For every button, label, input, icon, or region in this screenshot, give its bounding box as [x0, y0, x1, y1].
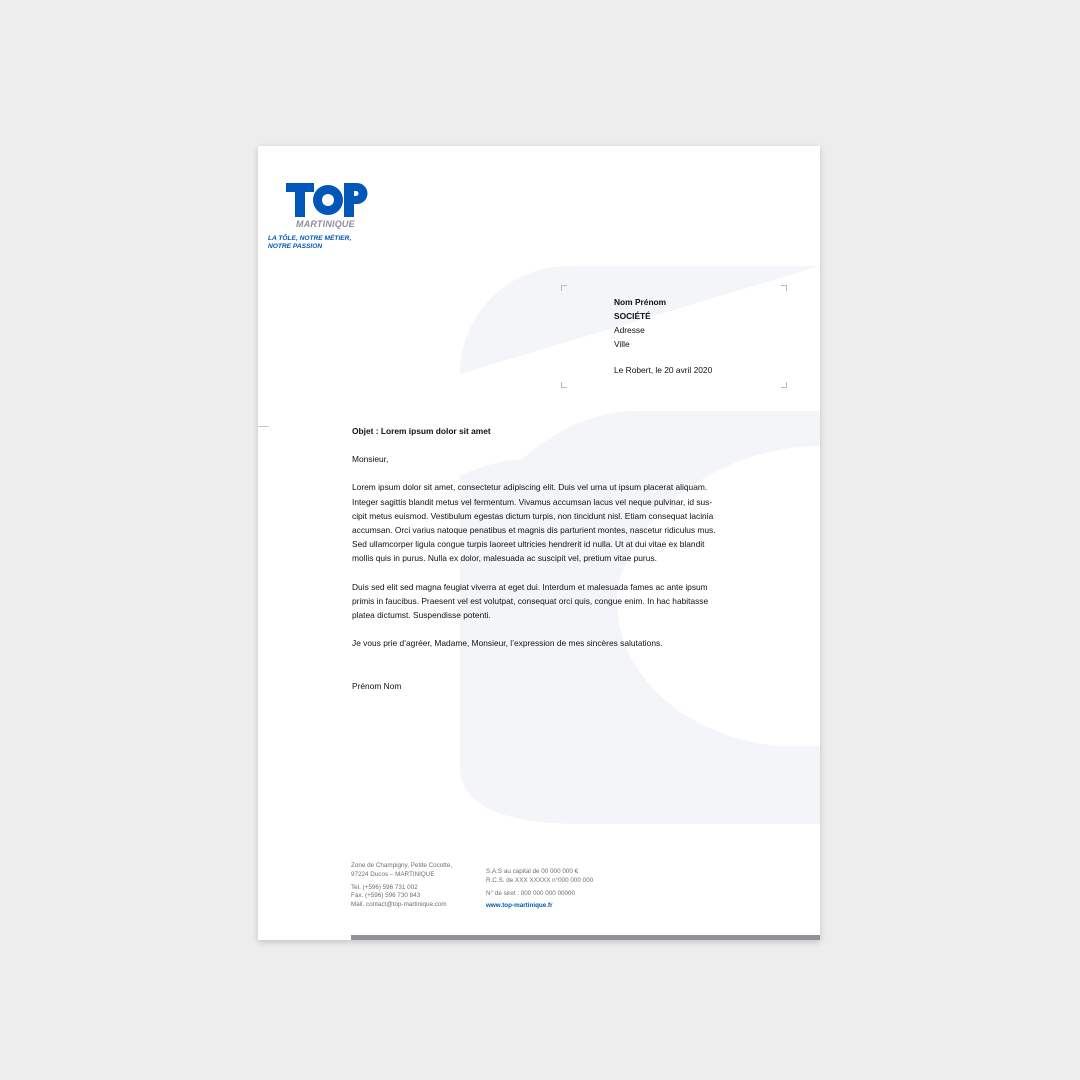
paragraph-1 [352, 480, 732, 565]
recipient-city: Ville [614, 339, 630, 349]
tagline-line: NOTRE PASSION [268, 242, 323, 250]
paragraph-line: primis in faucibus. Praesent vel est volutpat, consequat orci quis, congue enim. In hac habitasse [352, 595, 709, 606]
footer-bar [351, 935, 820, 940]
letter-closing: Je vous prie d’agréer, Madame, Monsieur, l’expression de mes sincères salutations. [352, 638, 663, 649]
footer-legal [486, 868, 593, 911]
paragraph-2 [352, 580, 732, 623]
letter-salutation: Monsieur, [352, 454, 389, 465]
letter-signature: Prénom Nom [352, 681, 402, 692]
paragraph-line: Integer sagittis blandit metus vel fermentum. Vivamus accumsan lacus vel neque pulvinar, id sus- [352, 496, 713, 507]
logo-wordmark [286, 183, 372, 219]
recipient-name: Nom Prénom [614, 297, 667, 307]
paragraph-line: mollis quis in purus. Nulla ex dolor, malesuada ac suscipit vel, pretium vitae purus. [352, 553, 657, 564]
footer-contact [351, 862, 452, 910]
fold-mark [258, 426, 269, 427]
letter-date: Le Robert, le 20 avril 2020 [614, 365, 713, 375]
tagline-line: LA TÔLE, NOTRE MÉTIER, [268, 235, 352, 242]
footer-fax: Fax. (+596) 596 730 843 [351, 892, 421, 900]
address-window-corner [781, 382, 787, 388]
footer-tel: Tel. (+596) 596 731 002 [351, 883, 418, 891]
paragraph-line: Lorem ipsum dolor sit amet, consectetur adipiscing elit. Duis vel urna ut ipsum placerat aliquam. [352, 482, 708, 493]
address-window-corner [781, 285, 787, 291]
address-window-corner [561, 382, 567, 388]
paragraph-line: platea dictumst. Suspendisse potenti. [352, 610, 491, 621]
paragraph-line: cipit metus euismod. Vestibulum egestas dictum turpis, non tincidunt nisl. Etiam consequat lacinia [352, 510, 714, 521]
recipient-address: Adresse [614, 325, 645, 335]
paragraph-line: accumsan. Orci varius natoque penatibus et magnis dis parturient montes, nascetur ridiculus mus. [352, 525, 716, 536]
logo-tagline [268, 235, 368, 250]
footer-address-line: Zone de Champigny, Petite Cocotte, [351, 862, 453, 869]
paragraph-line: Duis sed elit sed magna feugiat viverra at eget dui. Interdum et malesuada fames ac ante ipsum [352, 581, 708, 592]
recipient-block [614, 295, 666, 351]
recipient-company: SOCIÉTÉ [614, 311, 651, 321]
letter-body [352, 424, 732, 694]
paragraph-line: Sed ullamcorper ligula congue turpis laoreet ultricies hendrerit id nulla. Ut at dui vitae ex blandit [352, 539, 705, 550]
letterhead-page [258, 146, 820, 940]
footer-siret: N° de siret : 000 000 000 00000 [486, 889, 575, 897]
footer-website-link[interactable]: www.top-martinique.fr [486, 902, 553, 910]
letter-subject: Objet : Lorem ipsum dolor sit amet [352, 426, 491, 436]
footer-legal-line: S.A.S au capital de 00 000 000 € [486, 868, 579, 875]
logo-subtitle: MARTINIQUE [296, 219, 355, 229]
address-window-corner [561, 285, 567, 291]
footer-address-line: 97224 Ducos – MARTINIQUE [351, 870, 435, 878]
footer-mail[interactable]: Mail. contact@top-martinique.com [351, 901, 447, 909]
footer-legal-line: R.C.S. de XXX XXXXX n°000 000 000 [486, 876, 594, 884]
